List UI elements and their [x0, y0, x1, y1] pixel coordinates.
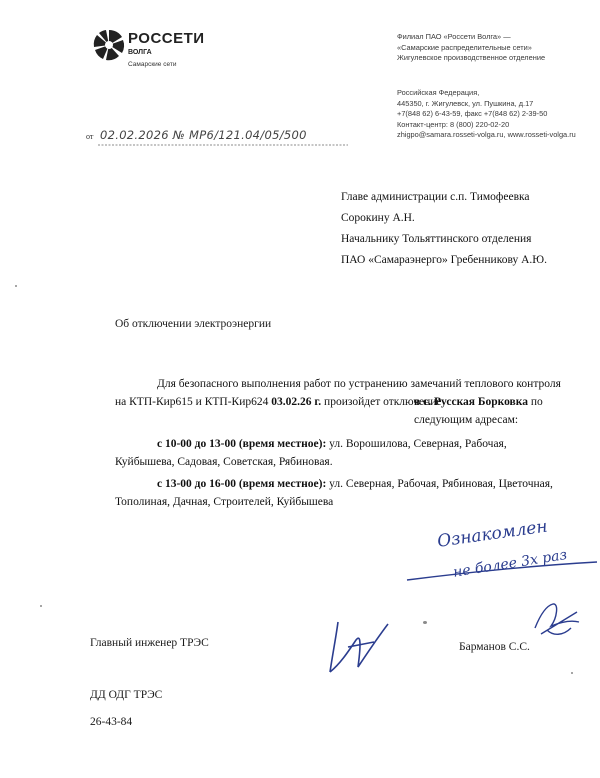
schedule-slot-2 [157, 475, 553, 493]
scan-speck [423, 621, 427, 624]
body-action: произойдет отключение [321, 396, 442, 408]
slot-1-streets: ул. Ворошилова, Северная, Рабочая, [326, 438, 507, 450]
slot-1-time: с 10-00 до 13-00 (время местное): [157, 438, 327, 450]
signature-scribble-icon [318, 612, 398, 682]
signature-name: Барманов С.С. [459, 641, 530, 653]
footer-phone: 26-43-84 [90, 716, 133, 728]
letterhead-line: Филиал ПАО «Россети Волга» — [397, 32, 511, 41]
scan-speck [40, 605, 42, 607]
addressee-line: Сорокину А.Н. [341, 212, 415, 224]
signature-position: Главный инженер ТРЭС [90, 637, 209, 649]
subject-line: Об отключении электроэнергии [115, 318, 272, 330]
addressee-line: Начальнику Тольяттинского отделения [341, 233, 532, 245]
slot-2-streets: ул. Северная, Рабочая, Рябиновая, Цветочная, [326, 478, 553, 490]
letterhead-contacts [397, 88, 576, 141]
contact-line: Российская Федерация, [397, 88, 480, 97]
slot-1-streets-cont: Куйбышева, Садовая, Советская, Рябиновая. [115, 456, 333, 468]
body-intro: Для безопасного выполнения работ по устранению замечаний теплового контроля [157, 378, 561, 390]
contact-line: 445350, г. Жигулевск, ул. Пушкина, д.17 [397, 98, 534, 108]
logo-region: ВОЛГА [128, 49, 152, 56]
handwritten-note-line-2: не более 3х раз [452, 547, 569, 581]
body-place-text: в с. Русская Борковка [414, 396, 528, 408]
slot-2-streets-cont: Тополиная, Дачная, Строителей, Куйбышева [115, 496, 334, 508]
body-place [414, 393, 594, 429]
rosseti-logo-icon [92, 28, 126, 62]
scan-speck [571, 672, 573, 674]
contact-line: Контакт-центр: 8 (800) 220-02-20 [397, 119, 510, 129]
letterhead-branch [397, 32, 545, 64]
scan-speck [15, 285, 17, 287]
body-addresses-lead: по следующим адресам: [414, 396, 543, 426]
reference-underline [98, 144, 348, 148]
logo-subdivision: Самарские сети [128, 61, 177, 68]
body-date: 03.02.26 г. [271, 396, 322, 408]
letterhead-line: Жигулевское производственное отделение [397, 53, 546, 62]
handwritten-note-line-1: Ознакомлен [436, 516, 549, 552]
body-substations: на КТП-Кир615 и КТП-Кир624 [115, 396, 272, 408]
schedule-slot-1 [157, 435, 507, 453]
letterhead-line: «Самарские распределительные сети» [397, 42, 532, 52]
reference-prefix: от [86, 132, 94, 141]
body-line-2 [115, 393, 442, 411]
slot-2-time: с 13-00 до 16-00 (время местное): [157, 478, 327, 490]
contact-line: +7(848 62) 6-43-59, факс +7(848 62) 2-39-50 [397, 109, 548, 118]
addressee-line: Главе администрации с.п. Тимофеевка [341, 191, 530, 203]
addressee-line: ПАО «Самараэнерго» Гребенникову А.Ю. [341, 254, 547, 266]
reference-number [86, 128, 348, 154]
footer-department: ДД ОДГ ТРЭС [90, 689, 163, 701]
signature-blue-icon [527, 598, 587, 643]
reference-handwritten: 02.02.2026 № МР6/121.04/05/500 [100, 128, 307, 142]
logo-name: РОССЕТИ [128, 30, 205, 47]
contact-line: zhigpo@samara.rosseti-volga.ru, www.rosseti-volga.ru [397, 130, 576, 139]
